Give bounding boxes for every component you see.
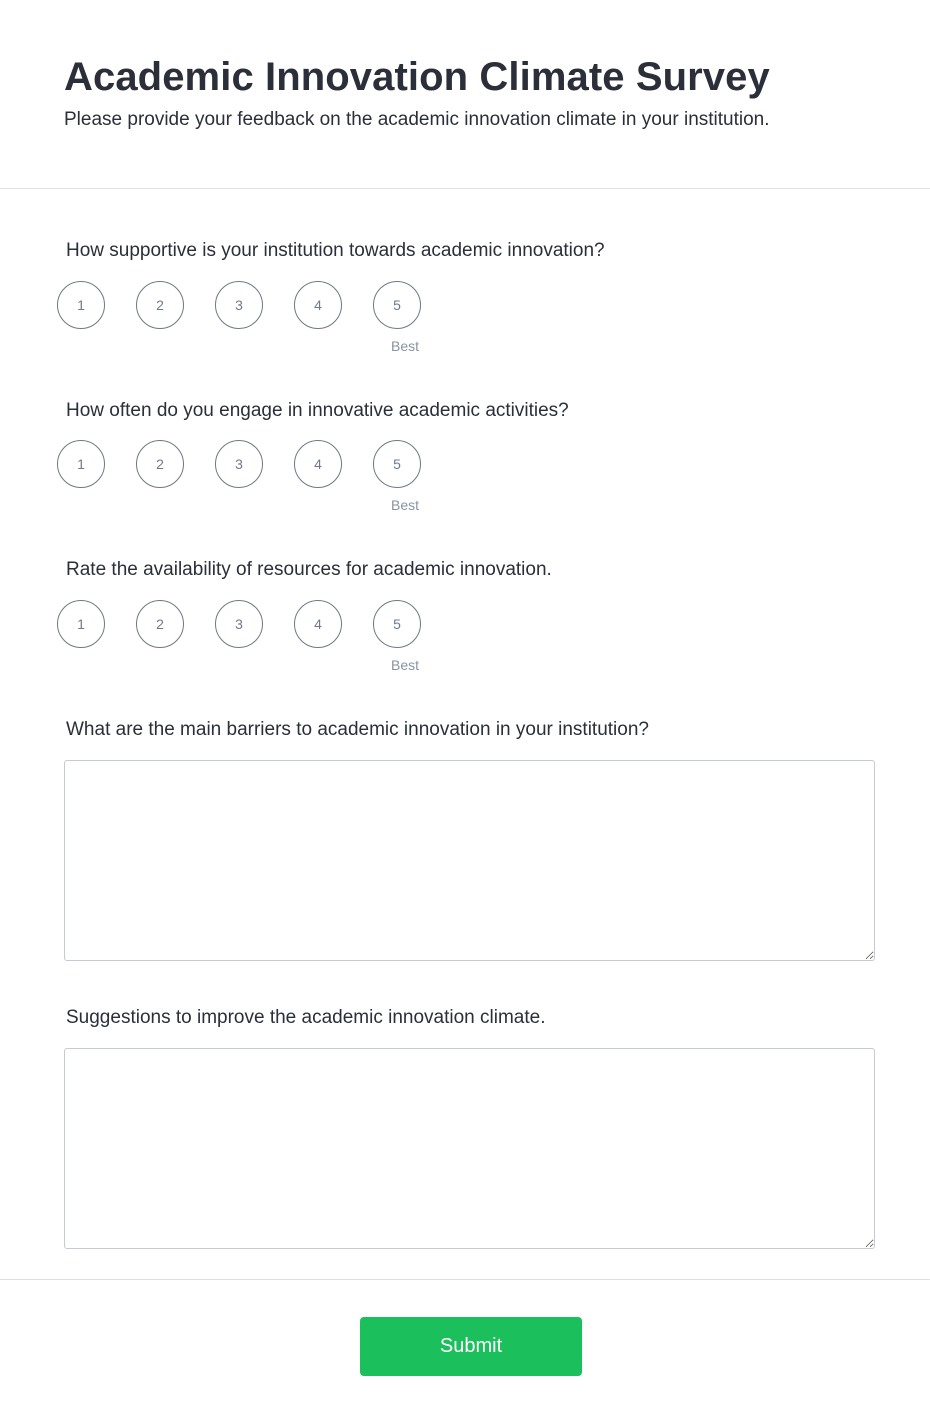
page-subtitle: Please provide your feedback on the academic innovation climate in your institution.: [64, 109, 770, 130]
best-label: Best: [391, 497, 420, 513]
question-3-label: Rate the availability of resources for academic innovation.: [66, 559, 552, 580]
suggestions-textarea[interactable]: [64, 1048, 875, 1249]
question-3-rating-scale: [57, 600, 457, 674]
page-title: Academic Innovation Climate Survey: [64, 55, 770, 99]
footer-divider: [0, 1279, 930, 1280]
question-2-rating-scale: [57, 440, 457, 514]
question-4-label: What are the main barriers to academic innovation in your institution?: [66, 719, 649, 740]
rating-option-3[interactable]: 3: [215, 281, 263, 329]
header-divider: [0, 188, 930, 189]
best-label: Best: [391, 338, 420, 354]
question-2-label: How often do you engage in innovative academic activities?: [66, 400, 569, 421]
barriers-textarea[interactable]: [64, 760, 875, 961]
question-1-label: How supportive is your institution towards academic innovation?: [66, 240, 605, 261]
rating-option-5[interactable]: 5: [373, 440, 421, 488]
rating-option-2[interactable]: 2: [136, 281, 184, 329]
rating-option-3[interactable]: 3: [215, 440, 263, 488]
rating-option-1[interactable]: 1: [57, 440, 105, 488]
rating-option-4[interactable]: 4: [294, 440, 342, 488]
rating-option-4[interactable]: 4: [294, 281, 342, 329]
rating-option-5[interactable]: 5: [373, 600, 421, 648]
rating-option-2[interactable]: 2: [136, 440, 184, 488]
best-label: Best: [391, 657, 420, 673]
rating-option-4[interactable]: 4: [294, 600, 342, 648]
rating-option-2[interactable]: 2: [136, 600, 184, 648]
question-5-label: Suggestions to improve the academic innovation climate.: [66, 1007, 546, 1028]
rating-option-1[interactable]: 1: [57, 600, 105, 648]
submit-button[interactable]: Submit: [360, 1317, 582, 1376]
survey-header: [0, 0, 930, 134]
rating-option-1[interactable]: 1: [57, 281, 105, 329]
rating-option-3[interactable]: 3: [215, 600, 263, 648]
rating-option-5[interactable]: 5: [373, 281, 421, 329]
question-1-rating-scale: [57, 281, 457, 355]
